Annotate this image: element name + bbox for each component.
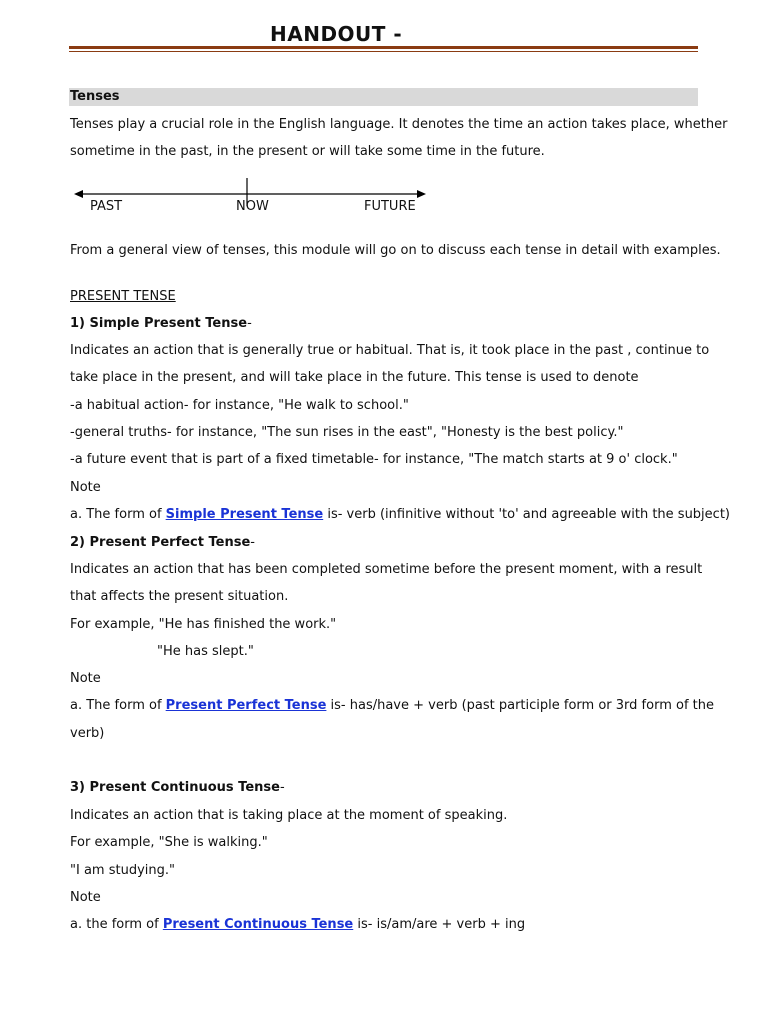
simple-present-line-2: take place in the present, and will take place in the future. This tense is used to denote [70, 370, 639, 385]
title-rule-thin [69, 51, 698, 52]
title-rule-thick [69, 46, 698, 49]
present-continuous-tense-link[interactable]: Present Continuous Tense [162, 917, 354, 932]
present-perfect-form-suffix: is- has/have + verb (past participle form or 3rd form of the [326, 698, 714, 713]
present-continuous-heading: 3) Present Continuous Tense [70, 780, 280, 795]
tenses-heading-bar [69, 88, 698, 106]
simple-present-form-suffix: is- verb (infinitive without 'to' and agreeable with the subject) [323, 507, 730, 522]
present-perfect-form-line-2: verb) [70, 726, 105, 741]
present-perfect-heading: 2) Present Perfect Tense [70, 535, 251, 550]
simple-present-line-5: -a future event that is part of a fixed timetable- for instance, "The match starts at 9 o' clock." [70, 452, 678, 467]
timeline-label-now: NOW [236, 199, 269, 214]
page-title: HANDOUT - [270, 22, 403, 46]
present-perfect-tense-link[interactable]: Present Perfect Tense [165, 698, 327, 713]
tenses-heading: Tenses [70, 89, 120, 104]
simple-present-form-row [70, 506, 730, 524]
simple-present-line-1: Indicates an action that is generally true or habitual. That is, it took place in the past , continue to [70, 343, 710, 358]
intro-line-1: Tenses play a crucial role in the English language. It denotes the time an action takes place, whether [70, 117, 728, 132]
timeline-arrow-right-icon [417, 190, 426, 198]
present-continuous-line-2: For example, "She is walking." [70, 835, 268, 850]
simple-present-heading-row [70, 315, 252, 333]
present-perfect-note: Note [70, 671, 101, 686]
present-continuous-heading-row [70, 779, 285, 797]
simple-present-line-3: -a habitual action- for instance, "He walk to school." [70, 398, 409, 413]
simple-present-form-prefix: a. The form of [70, 507, 166, 522]
simple-present-note: Note [70, 480, 101, 495]
present-perfect-line-4: "He has slept." [157, 644, 254, 659]
overview-text: From a general view of tenses, this module will go on to discuss each tense in detail with examples. [70, 243, 721, 258]
present-perfect-line-2: that affects the present situation. [70, 589, 289, 604]
present-continuous-note: Note [70, 890, 101, 905]
present-perfect-form-row [70, 697, 714, 715]
present-continuous-form-prefix: a. the form of [70, 917, 163, 932]
present-continuous-heading-suffix: - [279, 780, 285, 795]
simple-present-heading-suffix: - [247, 316, 252, 331]
simple-present-tense-link[interactable]: Simple Present Tense [165, 507, 324, 522]
present-continuous-line-3: "I am studying." [70, 863, 175, 878]
timeline-label-future: FUTURE [364, 199, 416, 214]
present-perfect-heading-suffix: - [250, 535, 255, 550]
present-perfect-heading-row [70, 534, 255, 552]
present-tense-heading: PRESENT TENSE [70, 289, 176, 304]
simple-present-heading: 1) Simple Present Tense [70, 316, 248, 331]
present-perfect-form-prefix: a. The form of [70, 698, 166, 713]
present-continuous-form-row [70, 916, 525, 934]
present-perfect-line-3: For example, "He has finished the work." [70, 617, 337, 632]
present-perfect-line-1: Indicates an action that has been completed sometime before the present moment, with a result [70, 562, 703, 577]
timeline-arrow-left-icon [74, 190, 83, 198]
simple-present-line-4: -general truths- for instance, "The sun rises in the east", "Honesty is the best policy." [70, 425, 624, 440]
present-continuous-form-suffix: is- is/am/are + verb + ing [353, 917, 526, 932]
timeline-label-past: PAST [90, 199, 123, 214]
present-continuous-line-1: Indicates an action that is taking place at the moment of speaking. [70, 808, 508, 823]
intro-line-2: sometime in the past, in the present or will take some time in the future. [70, 144, 545, 159]
